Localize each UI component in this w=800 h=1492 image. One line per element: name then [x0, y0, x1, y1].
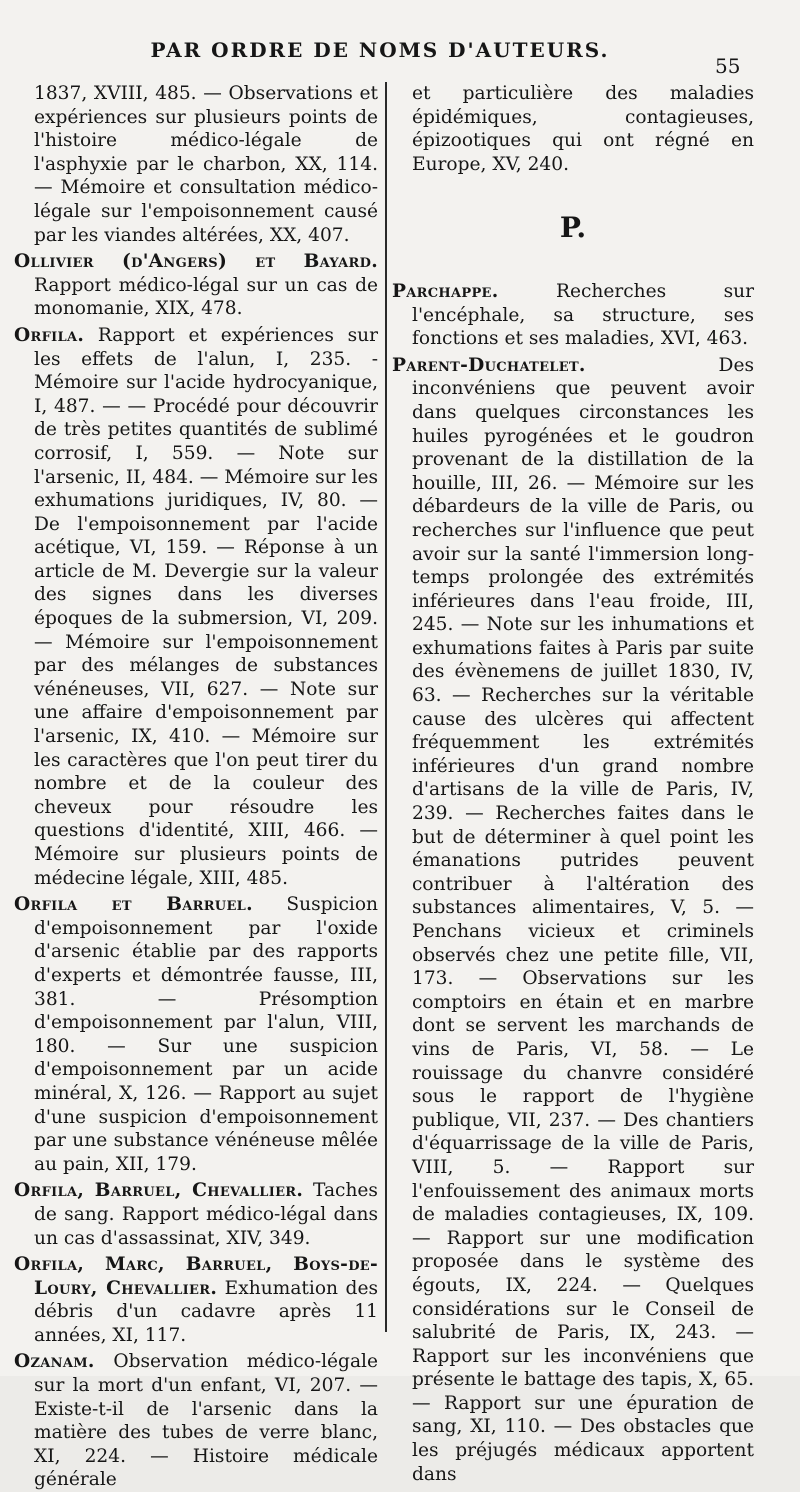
entry-text: Exhumation des débris d'un cadavre après 11 années, XI, 117.	[34, 1277, 378, 1346]
author-name: Ozanam.	[14, 1351, 95, 1373]
column-divider	[385, 82, 387, 1332]
index-entry-orfila-marc-barruel	[14, 1253, 378, 1347]
author-name: Parent-Duchatelet.	[392, 354, 586, 376]
entry-text: Recherches sur l'encéphale, sa structure, ses fonctions et ses maladies, XVI, 463.	[412, 280, 754, 350]
author-name: Orfila et Barruel.	[14, 894, 253, 916]
entry-text: Rapport médico-légal sur un cas de monomanie, XIX, 478.	[34, 274, 378, 320]
continuation-text: 1837, XVIII, 485. — Observations et expériences sur plusieurs points de l'histoire médico-légale de l'asphyxie par le charbon, XX, 114. — Mémoire et consultation médico-légale sur l'empoisonnement causé par les viandes altérées, XX, 407.	[34, 83, 378, 246]
author-name: Ollivier (d'Angers) et Bayard.	[14, 251, 378, 273]
index-entry-orfila-barruel	[14, 893, 378, 1176]
entry-text: Taches de sang. Rapport médico-légal dans un cas d'assassinat, XIV, 349.	[34, 1180, 378, 1249]
index-entry-parent-duchatelet	[392, 354, 754, 1487]
author-name: Parchappe.	[392, 280, 499, 302]
continuation-text: et particulière des maladies épidémiques, contagieuses, épizootiques qui ont régné en Europe, XV, 240.	[412, 83, 754, 175]
page-number: 55	[715, 54, 741, 78]
index-entry-orfila	[14, 324, 378, 890]
entry-text: Des inconvéniens que peuvent avoir dans quelques circonstances les huiles pyrogénées et le goudron provenant de la distillation de la houille, III, 26. — Mémoire sur les débardeurs de la ville de Paris, ou recherches sur l'influence que peut avoir sur la santé l'immersion long-temps prolongée des extrémités inférieures dans l'eau froide, III, 245. — Note sur les inhumations et exhumations faites à Paris par suite des évènemens de juillet 1830, IV, 63. — Recherches sur la véritable cause des ulcères qui affectent fréquemment les extrémités inférieures d'un grand nombre d'artisans de la ville de Paris, IV, 239. — Recherches faites dans le but de déterminer à quel point les émanations putrides peuvent contribuer à l'altération des substances alimentaires, V, 5. — Penchans vicieux et criminels observés chez une petite fille, VII, 173. — Observations sur les comptoirs en étain et en marbre dont se servent les marchands de vins de Paris, VI, 58. — Le rouissage du chanvre considéré sous le rapport de l'hygiène publique, VII, 237. — Des chantiers d'équarrissage de la ville de Paris, VIII, 5. — Rapport sur l'enfouissement des animaux morts de maladies contagieuses, IX, 109. — Rapport sur une modification proposée dans le système des égouts, IX, 224. — Quelques considérations sur le Conseil de salubrité de Paris, IX, 243. — Rapport sur les inconvéniens que présente le battage des tapis, X, 65. — Rapport sur une épuration de sang, XI, 110. — Des obstacles que les préjugés médicaux apportent dans	[412, 354, 754, 1485]
author-name: Orfila.	[14, 324, 85, 346]
index-entry-parchappe	[392, 280, 754, 351]
entry-text: Observation médico-légale sur la mort d'un enfant, VI, 207. — Existe-t-il de l'arsenic dans la matière des tubes de verre blanc, XI, 224. — Histoire médicale générale	[34, 1351, 378, 1491]
index-entry-ollivier-bayard	[14, 250, 378, 321]
running-header: PAR ORDRE DE NOMS D'AUTEURS.	[150, 38, 610, 62]
left-column	[14, 82, 379, 1491]
right-column	[392, 82, 754, 1485]
index-entry-ozanam	[14, 1350, 378, 1492]
index-entry-orfila-barruel-chevallier	[14, 1179, 378, 1250]
entry-text: Suspicion d'empoisonnement par l'oxide d'arsenic établie par des rapports d'experts et démontrée fausse, III, 381. — Présomption d'empoisonnement par l'alun, VIII, 180. — Sur une suspicion d'empoisonnement par un acide minéral, X, 126. — Rapport au sujet d'une suspicion d'empoisonnement par une substance vénéneuse mêlée au pain, XII, 179.	[34, 894, 378, 1175]
section-letter: P.	[559, 211, 587, 245]
author-name: Orfila, Barruel, Chevallier.	[14, 1180, 304, 1202]
entry-text: Rapport et expériences sur les effets de l'alun, I, 235. - Mémoire sur l'acide hydrocyanique, I, 487. — — Procédé pour découvrir de très petites quantités de sublimé corrosif, I, 559. — Note sur l'arsenic, II, 484. — Mémoire sur les exhumations juridiques, IV, 80. — De l'empoisonnement par l'acide acétique, VI, 159. — Réponse à un article de M. Devergie sur la valeur des signes dans les diverses époques de la submersion, VI, 209. — Mémoire sur l'empoisonnement par des mélanges de substances vénéneuses, VII, 627. — Note sur une affaire d'empoisonnement par l'arsenic, IX, 410. — Mémoire sur les caractères que l'on peut tirer du nombre et de la couleur des cheveux pour résoudre les questions d'identité, XIII, 466. — Mémoire sur plusieurs points de médecine légale, XIII, 485.	[34, 324, 379, 889]
author-name: Orfila, Marc, Barruel, Boys-de-Loury, Chevallier.	[14, 1254, 378, 1299]
